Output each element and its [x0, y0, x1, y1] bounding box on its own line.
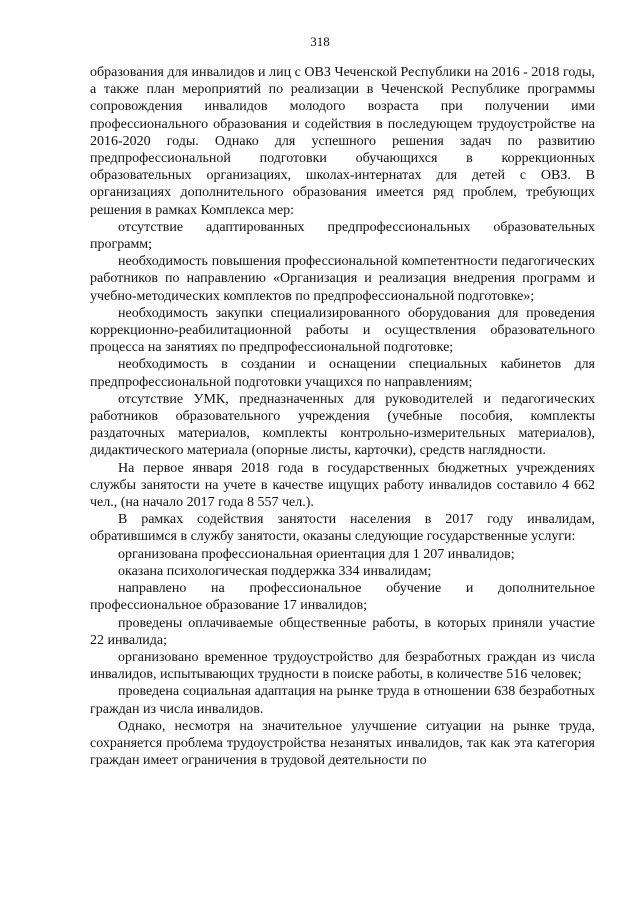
list-item-special-classrooms: необходимость в создании и оснащении специальных кабинетов для предпрофессиональной подготовки учащихся по направлениям;: [90, 357, 595, 390]
document-body: [90, 64, 595, 769]
list-item-public-works: проведены оплачиваемые общественные работы, в которых приняли участие 22 инвалида;: [90, 615, 595, 648]
paragraph-employment-problem: Однако, несмотря на значительное улучшение ситуации на рынке труда, сохраняется проблема трудоустройства незанятых инвалидов, так как эта категория граждан имеет ограничения в трудовой деятельности по: [90, 718, 595, 769]
list-item-temporary-employment: организовано временное трудоустройство для безработных граждан из числа инвалидов, испытывающих трудности в поиске работы, в количестве 516 человек;: [90, 649, 595, 683]
list-item-psychological-support: оказана психологическая поддержка 334 инвалидам;: [118, 563, 432, 579]
list-item-equipment-purchase: необходимость закупки специализированного оборудования для проведения коррекционно-реабилитационной работы и осуществления образовательного процесса на занятиях по предпрофессиональной подготовке;: [90, 305, 595, 356]
list-item-teaching-materials: отсутствие УМК, предназначенных для руководителей и педагогических работников образовательного учреждения (учебные пособия, комплекты раздаточных материалов, комплекты контрольно-измерительных материалов), дидактического материала (опорные листы, карточки), средств наглядности.: [90, 391, 595, 459]
page-number: 318: [310, 34, 330, 49]
list-item-career-orientation: организована профессиональная ориентация для 1 207 инвалидов;: [118, 546, 515, 562]
list-item-social-adaptation: проведена социальная адаптация на рынке труда в отношении 638 безработных граждан из числа инвалидов.: [90, 684, 595, 717]
list-item-vocational-training: направлено на профессиональное обучение и дополнительное профессиональное образование 17 инвалидов;: [90, 581, 595, 614]
paragraph-employment-services: В рамках содействия занятости населения в 2017 году инвалидам, обратившимся в службу занятости, оказаны следующие государственные услуги:: [90, 512, 595, 545]
list-item-teacher-competence: необходимость повышения профессиональной компетентности педагогических работников по направлению «Организация и реализация внедрения программ и учебно-методических комплектов по предпрофессиональной подготовке»;: [90, 254, 595, 304]
list-item-adapted-programs: отсутствие адаптированных предпрофессиональных образовательных программ;: [90, 219, 595, 253]
paragraph-job-seekers: На первое января 2018 года в государственных бюджетных учреждениях службы занятости на учете в качестве ищущих работу инвалидов составило 4 662 чел., (на начало 2017 года 8 557 чел.).: [90, 460, 595, 511]
paragraph-continued-text: образования для инвалидов и лиц с ОВЗ Чеченской Республики на 2016 - 2018 годы, а также план мероприятий по реализации в Чеченской Республике программы сопровождения инвалидов молодого возраста при получении ими профессионального образования и содействия в последующем трудоустройстве на 2016-2020 годы. Однако для успешного решения задач по развитию предпрофессиональной подготовки обучающихся в коррекционных образовательных организациях, школах-интернатах для детей с ОВЗ. В организациях дополнительного образования имеется ряд проблем, требующих решения в рамках Комплекса мер:: [90, 65, 595, 218]
